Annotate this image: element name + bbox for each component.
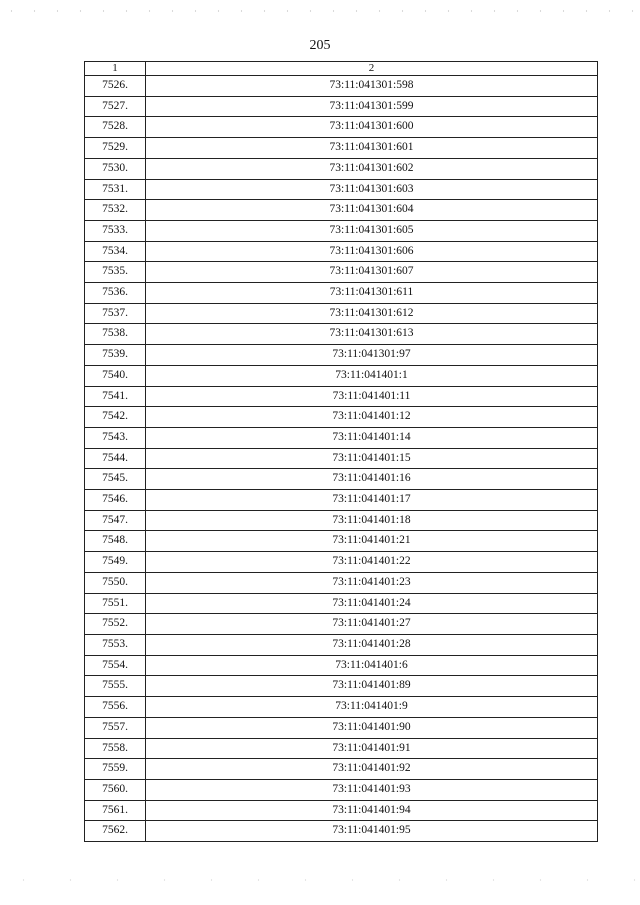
table-row xyxy=(85,531,598,552)
row-number-cell: 7550. xyxy=(85,572,146,593)
cadastral-number-cell: 73:11:041401:22 xyxy=(146,552,598,573)
row-number-cell: 7534. xyxy=(85,241,146,262)
table-row xyxy=(85,283,598,304)
cadastral-number-cell: 73:11:041301:601 xyxy=(146,138,598,159)
row-number-cell: 7528. xyxy=(85,117,146,138)
table-row xyxy=(85,262,598,283)
cadastral-number-cell: 73:11:041401:89 xyxy=(146,676,598,697)
cadastral-number-cell: 73:11:041401:28 xyxy=(146,634,598,655)
row-number-cell: 7542. xyxy=(85,407,146,428)
table-row xyxy=(85,427,598,448)
table-row xyxy=(85,655,598,676)
table-row xyxy=(85,241,598,262)
row-number-cell: 7540. xyxy=(85,365,146,386)
cadastral-number-cell: 73:11:041301:607 xyxy=(146,262,598,283)
page-number: 205 xyxy=(309,38,331,53)
row-number-cell: 7560. xyxy=(85,779,146,800)
cadastral-number-cell: 73:11:041301:600 xyxy=(146,117,598,138)
cadastral-number-cell: 73:11:041401:6 xyxy=(146,655,598,676)
cadastral-number-cell: 73:11:041301:604 xyxy=(146,200,598,221)
cadastral-number-cell: 73:11:041401:11 xyxy=(146,386,598,407)
row-number-cell: 7535. xyxy=(85,262,146,283)
row-number-cell: 7559. xyxy=(85,759,146,780)
table-row xyxy=(85,138,598,159)
cadastral-number-cell: 73:11:041301:605 xyxy=(146,220,598,241)
row-number-cell: 7527. xyxy=(85,96,146,117)
row-number-cell: 7561. xyxy=(85,800,146,821)
cadastral-number-cell: 73:11:041301:598 xyxy=(146,76,598,97)
cadastral-number-cell: 73:11:041301:602 xyxy=(146,158,598,179)
cadastral-number-cell: 73:11:041401:16 xyxy=(146,469,598,490)
cadastral-number-cell: 73:11:041401:9 xyxy=(146,697,598,718)
column-header-code: 2 xyxy=(146,62,598,76)
cadastral-number-cell: 73:11:041301:613 xyxy=(146,324,598,345)
table-row xyxy=(85,96,598,117)
cadastral-number-cell: 73:11:041301:612 xyxy=(146,303,598,324)
table-row xyxy=(85,593,598,614)
table-row xyxy=(85,365,598,386)
cadastral-number-cell: 73:11:041401:95 xyxy=(146,821,598,842)
table-row xyxy=(85,179,598,200)
table-header-row xyxy=(85,62,598,76)
table-row xyxy=(85,158,598,179)
row-number-cell: 7554. xyxy=(85,655,146,676)
scan-noise-top xyxy=(0,9,640,13)
cadastral-table xyxy=(84,61,598,842)
row-number-cell: 7543. xyxy=(85,427,146,448)
table-row xyxy=(85,448,598,469)
row-number-cell: 7526. xyxy=(85,76,146,97)
table-row xyxy=(85,821,598,842)
row-number-cell: 7546. xyxy=(85,490,146,511)
row-number-cell: 7549. xyxy=(85,552,146,573)
table-row xyxy=(85,800,598,821)
cadastral-number-cell: 73:11:041401:24 xyxy=(146,593,598,614)
cadastral-number-cell: 73:11:041401:27 xyxy=(146,614,598,635)
row-number-cell: 7562. xyxy=(85,821,146,842)
table-row xyxy=(85,759,598,780)
cadastral-number-cell: 73:11:041401:15 xyxy=(146,448,598,469)
table-row xyxy=(85,510,598,531)
row-number-cell: 7552. xyxy=(85,614,146,635)
cadastral-number-cell: 73:11:041401:17 xyxy=(146,490,598,511)
table-row xyxy=(85,324,598,345)
row-number-cell: 7536. xyxy=(85,283,146,304)
table-body xyxy=(85,76,598,842)
row-number-cell: 7539. xyxy=(85,345,146,366)
table-row xyxy=(85,676,598,697)
table-row xyxy=(85,469,598,490)
cadastral-number-cell: 73:11:041401:1 xyxy=(146,365,598,386)
row-number-cell: 7558. xyxy=(85,738,146,759)
row-number-cell: 7530. xyxy=(85,158,146,179)
table-row xyxy=(85,490,598,511)
cadastral-number-cell: 73:11:041301:611 xyxy=(146,283,598,304)
row-number-cell: 7557. xyxy=(85,717,146,738)
table-row xyxy=(85,614,598,635)
table-row xyxy=(85,779,598,800)
table-row xyxy=(85,552,598,573)
table-row xyxy=(85,407,598,428)
table-row xyxy=(85,572,598,593)
table-row xyxy=(85,303,598,324)
cadastral-number-cell: 73:11:041401:93 xyxy=(146,779,598,800)
row-number-cell: 7529. xyxy=(85,138,146,159)
row-number-cell: 7551. xyxy=(85,593,146,614)
table-row xyxy=(85,345,598,366)
cadastral-number-cell: 73:11:041301:599 xyxy=(146,96,598,117)
table-row xyxy=(85,76,598,97)
cadastral-number-cell: 73:11:041401:21 xyxy=(146,531,598,552)
cadastral-number-cell: 73:11:041301:606 xyxy=(146,241,598,262)
table-row xyxy=(85,220,598,241)
row-number-cell: 7532. xyxy=(85,200,146,221)
row-number-cell: 7545. xyxy=(85,469,146,490)
row-number-cell: 7538. xyxy=(85,324,146,345)
cadastral-number-cell: 73:11:041401:91 xyxy=(146,738,598,759)
column-header-number: 1 xyxy=(85,62,146,76)
row-number-cell: 7533. xyxy=(85,220,146,241)
table-row xyxy=(85,386,598,407)
cadastral-number-cell: 73:11:041401:18 xyxy=(146,510,598,531)
row-number-cell: 7531. xyxy=(85,179,146,200)
table-row xyxy=(85,117,598,138)
row-number-cell: 7544. xyxy=(85,448,146,469)
cadastral-number-cell: 73:11:041401:94 xyxy=(146,800,598,821)
row-number-cell: 7548. xyxy=(85,531,146,552)
table-row xyxy=(85,717,598,738)
cadastral-number-cell: 73:11:041401:92 xyxy=(146,759,598,780)
cadastral-number-cell: 73:11:041401:90 xyxy=(146,717,598,738)
row-number-cell: 7553. xyxy=(85,634,146,655)
row-number-cell: 7547. xyxy=(85,510,146,531)
row-number-cell: 7537. xyxy=(85,303,146,324)
cadastral-number-cell: 73:11:041401:12 xyxy=(146,407,598,428)
cadastral-number-cell: 73:11:041401:14 xyxy=(146,427,598,448)
scan-noise-bottom xyxy=(0,878,640,882)
table-row xyxy=(85,200,598,221)
row-number-cell: 7541. xyxy=(85,386,146,407)
table-row xyxy=(85,738,598,759)
table-row xyxy=(85,697,598,718)
cadastral-number-cell: 73:11:041301:603 xyxy=(146,179,598,200)
table-row xyxy=(85,634,598,655)
row-number-cell: 7555. xyxy=(85,676,146,697)
row-number-cell: 7556. xyxy=(85,697,146,718)
cadastral-number-cell: 73:11:041401:23 xyxy=(146,572,598,593)
cadastral-number-cell: 73:11:041301:97 xyxy=(146,345,598,366)
